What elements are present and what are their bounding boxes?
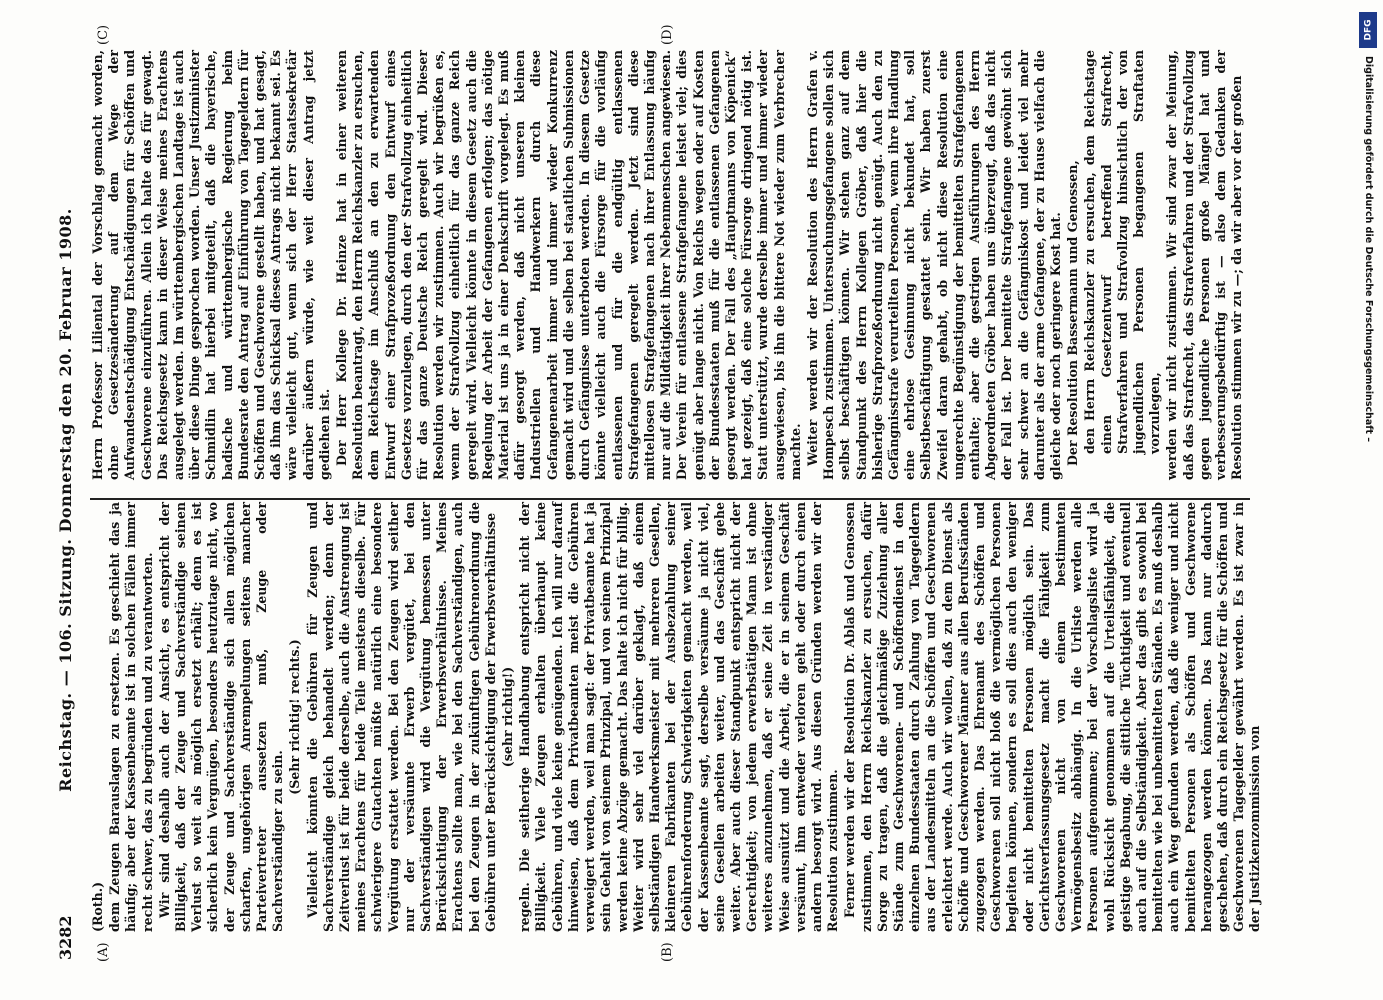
paragraph: dem Zeugen Barauslagen zu ersetzen. Es geschieht das ja häufig; aber der Kassenbeamte ist in solchen Fällen immer recht schwer, das zu begründen und zu verantworten. (107, 502, 155, 932)
page-header (52, 40, 78, 960)
paragraph: Wir sind deshalb auch der Ansicht, es entspricht der Billigkeit, daß der Zeuge und Sachverständige seinen Verlust so weit als möglich ersetzt erhält; denn es ist sicherlich kein Vergnügen, besonders heutzutage nicht, wo der Zeuge und Sachverständige sich allen möglichen scharfen, ungehörigen Anrempelungen seitens mancher Parteivertreter aussetzen muß, Zeuge oder Sachverständiger zu sein. (156, 502, 286, 932)
margin-marker-c: (C) (96, 24, 111, 45)
paragraph: den Herrn Reichskanzler zu ersuchen, dem Reichstage einen Gesetzentwurf betreffend Strafrecht, Strafverfahren und Strafvollzug hinsichtlich der von jugendlichen Personen begangenen Straftaten vorzulegen, (1082, 50, 1163, 454)
credit-text-wrap (1357, 56, 1379, 676)
paragraph: Vielleicht könnten die Gebühren für Zeugen und Sachverständige gleich behandelt werden; denn der Zeitverlust ist für beide derselbe, auch die Anstrengung ist meines Erachtens für beide Teile meistens dieselbe. Für schwierigere Gutachten müßte natürlich eine besondere Vergütung erstattet werden. Bei den Zeugen wird seither nur der versäumte Erwerb vergütet, bei den Sachverständigen wird die Vergütung bemessen unter Berücksichtigung der Erwerbsverhältnisse. Meines Erachtens sollte man, wie bei den Sachverständigen, auch bei den Zeugen in der zukünftigen Gebührenordnung die Gebühren unter Berücksichtigung der Erwerbsverhältnisse (304, 502, 498, 932)
paragraph: (Roth.) (90, 881, 105, 932)
margin-marker-b: (B) (660, 942, 675, 962)
dfg-logo: DFG (1359, 12, 1377, 48)
paragraph: regeln. Die seitherige Handhabung entspricht nicht der Billigkeit. Viele Zeugen erhalten überhaupt keine Gebühren, und viele keine genügenden. Ich will nur darauf hinweisen, daß dem Privatbeamten meist die Gebühren verweigert werden, weil man sagt: der Privatbeamte hat ja sein Gehalt von seinem Prinzipal, und von seinem Prinzipal werden keine Abzüge gemacht. Das halte ich nicht für billig. Weiter wird sehr viel darüber geklagt, daß einem selbständigen Handwerksmeister mit mehreren Gesellen, kleineren Fabrikanten bei der Ausbezahlung seiner Gebührenforderung Schwierigkeiten gemacht werden, weil der Kassenbeamte sagt, derselbe versäume ja nicht viel, seine Gesellen arbeiten weiter, und das Geschäft gehe weiter. Aber auch dieser Standpunkt entspricht nicht der Gerechtigkeit; von jedem erwerbstätigen Mann ist ohne weiteres anzunehmen, daß er seine Zeit in verständiger Weise ausnützt und die Arbeit, die er in seinem Geschäft versäumt, ihm entweder verloren geht oder durch einen andern besorgt wird. Aus diesen Gründen werden wir der Resolution zustimmen. (517, 502, 841, 932)
page-number: 3282 (56, 915, 75, 960)
right-text-column (90, 50, 1250, 480)
paragraph: Der Resolution Bassermann und Genossen, (1065, 160, 1081, 466)
margin-marker-a: (A) (96, 942, 111, 962)
column-divider (90, 498, 1250, 500)
paragraph: Ferner werden wir der Resolution Dr. Ablaß und Genossen zustimmen, den Herrn Reichskanzler zu ersuchen, dafür Sorge zu tragen, daß die gleichmäßige Zuziehung aller Stände zum Geschworenen- und Schöffendienst in den einzelnen Bundesstaaten durch Zahlung von Tagegeldern aus der Landesmitteln an die Schöffen und Geschworenen erleichtert werde. Auch wir wollen, daß zu dem Dienst als Schöffe und Geschworener Männer aus allen Berufsständen zugezogen werden. Das Ehrenamt des Schöffen und Geschworenen soll nicht bloß die vermöglichen Personen begleiten können, sondern es soll dies auch den weniger oder nicht bemittelten Personen möglich sein. Das Gerichtsverfassungsgesetz macht die Fähigkeit zum Geschworenen nicht von einem bestimmten Vermögensbesitz abhängig. In die Urliste werden alle Personen aufgenommen; bei der Vorschlagsliste wird ja wohl Rücksicht genommen auf die Urteilsfähigkeit, die geistige Begabung, die sittliche Tüchtigkeit und eventuell auch auf die Selbständigkeit. Aber das gibt es sowohl bei bemittelten wie bei unbemittelten Ständen. Es muß deshalb auch ein Weg gefunden werden, daß die weniger und nicht bemittelten Personen als Schöffen und Geschworene herangezogen werden können. Das kann nur dadurch geschehen, daß durch ein Reichsgesetz für die Schöffen und Geschworenen Tagegelder gewährt werden. Es ist zwar in der Justizkenzommission von (842, 502, 1263, 932)
left-text-column (90, 502, 1263, 932)
paragraph: werden wir nicht zustimmen. Wir sind zwar der Meinung, daß das Strafrecht, das Strafverfahren und der Strafvollzug gegen jugendliche Personen große Mängel hat und verbesserungsbedürftig ist — also dem Gedanken der Resolution stimmen wir zu —; da wir aber vor der großen (1164, 50, 1245, 480)
paragraph: Weiter werden wir der Resolution des Herrn Grafen v. Hompesch zustimmen. Untersuchungsgefangene sollen sich selbst beschäftigen können. Wir stehen ganz auf dem Standpunkt des Herrn Kollegen Gröber, daß hier die bisherige Strafprozeßordnung nicht genügt. Auch den zu Gefängnisstrafe verurteilten Personen, wenn ihre Handlung eine ehrlose Gesinnung nicht bekundet hat, soll Selbstbeschäftigung gestattet sein. Wir haben zuerst Zweifel daran gehabt, ob nicht diese Resolution eine ungerechte Begünstigung der bemittelten Strafgefangenen enthalte; aber die gestrigen Ausführungen des Herrn Abgeordneten Gröber haben uns überzeugt, daß das nicht der Fall ist. Der bemittelte Strafgefangene gewöhnt sich sehr schwer an die Gefängniskost und leidet viel mehr darunter als der arme Gefangene, der zu Hause vielfach die gleiche oder noch geringere Kost hat. (804, 50, 1063, 480)
running-title: Reichstag. — 106. Sitzung. Donnerstag den 20. Februar 1908. (56, 208, 75, 792)
paragraph: Herrn Professor Liliental der Vorschlag gemacht worden, ohne Gesetzesänderung auf dem Wege der Aufwandsentschädigung Entschädigungen für Schöffen und Geschworene einzuführen. Allein ich halte das für gewagt. Das Reichsgesetz kann in dieser Weise meines Erachtens ausgelegt werden. Im württembergischen Landtage ist auch über diese Dinge gesprochen worden. Unser Justizminister Schmidlin hat hierbei mitgeteilt, daß die bayerische, badische und württembergische Regierung beim Bundesrate den Antrag auf Einführung von Tagegeldern für Schöffen und Geschworene gestellt haben, und hat gesagt, daß ihm das Schicksal dieses Antrags nicht bekannt sei. Es wäre vielleicht gut, wenn sich der Herr Staatssekretär darüber äußern würde, wie weit dieser Antrag jetzt gediehen ist. (90, 50, 332, 480)
paragraph: (Sehr richtig! rechts.) (287, 639, 303, 795)
credit-text: Digitalisierung gefördert durch die Deutsche Forschungsgemeinschaft – (1363, 56, 1374, 443)
margin-marker-d: (D) (660, 24, 675, 45)
paragraph: Der Herr Kollege Dr. Heinze hat in einer weiteren Resolution beantragt, den Herrn Reichskanzler zu ersuchen, dem Reichstage im Anschluß an den zu erwartenden Entwurf einer Strafprozeßordnung den Entwurf eines Gesetzes vorzulegen, durch den der Strafvollzug einheitlich für das ganze Deutsche Reich geregelt wird. Dieser Resolution werden wir zustimmen. Auch wir begrüßen es, wenn der Strafvollzug einheitlich für das ganze Reich geregelt wird. Vielleicht könnte in diesem Gesetz auch die Regelung der Arbeit der Gefangenen erfolgen; das nötige Material ist uns ja in einer Denkschrift vorgelegt. Es muß dafür gesorgt werden, daß nicht unseren kleinen Industriellen und Handwerkern durch diese Gefangenenarbeit immer und immer wieder Konkurrenz gemacht wird und die selben bei staatlichen Submissionen durch Gefängnisse unterboten werden. In diesem Gesetze könnte vielleicht auch die Fürsorge für die vorläufig entlassenen und für die endgültig entlassenen Strafgefangenen geregelt werden. Jetzt sind diese mittellosen Strafgefangenen nach ihrer Entlassung häufig nur auf die Mildtätigkeit ihrer Nebenmenschen angewiesen. Der Verein für entlassene Strafgefangene leistet viel; dies genügt aber lange nicht. Von Reichs wegen oder auf Kosten der Bundesstaaten muß für die entlassenen Gefangenen gesorgt werden. Der Fall des „Hauptmanns von Köpenick“ hat gezeigt, daß eine solche Fürsorge dringend nötig ist. Statt unterstützt, wurde derselbe immer und immer wieder ausgewiesen, bis ihn die bittere Not wieder zum Verbrecher machte. (334, 50, 803, 480)
paragraph: (sehr richtig!) (500, 666, 516, 768)
digitization-credit (1357, 8, 1379, 994)
